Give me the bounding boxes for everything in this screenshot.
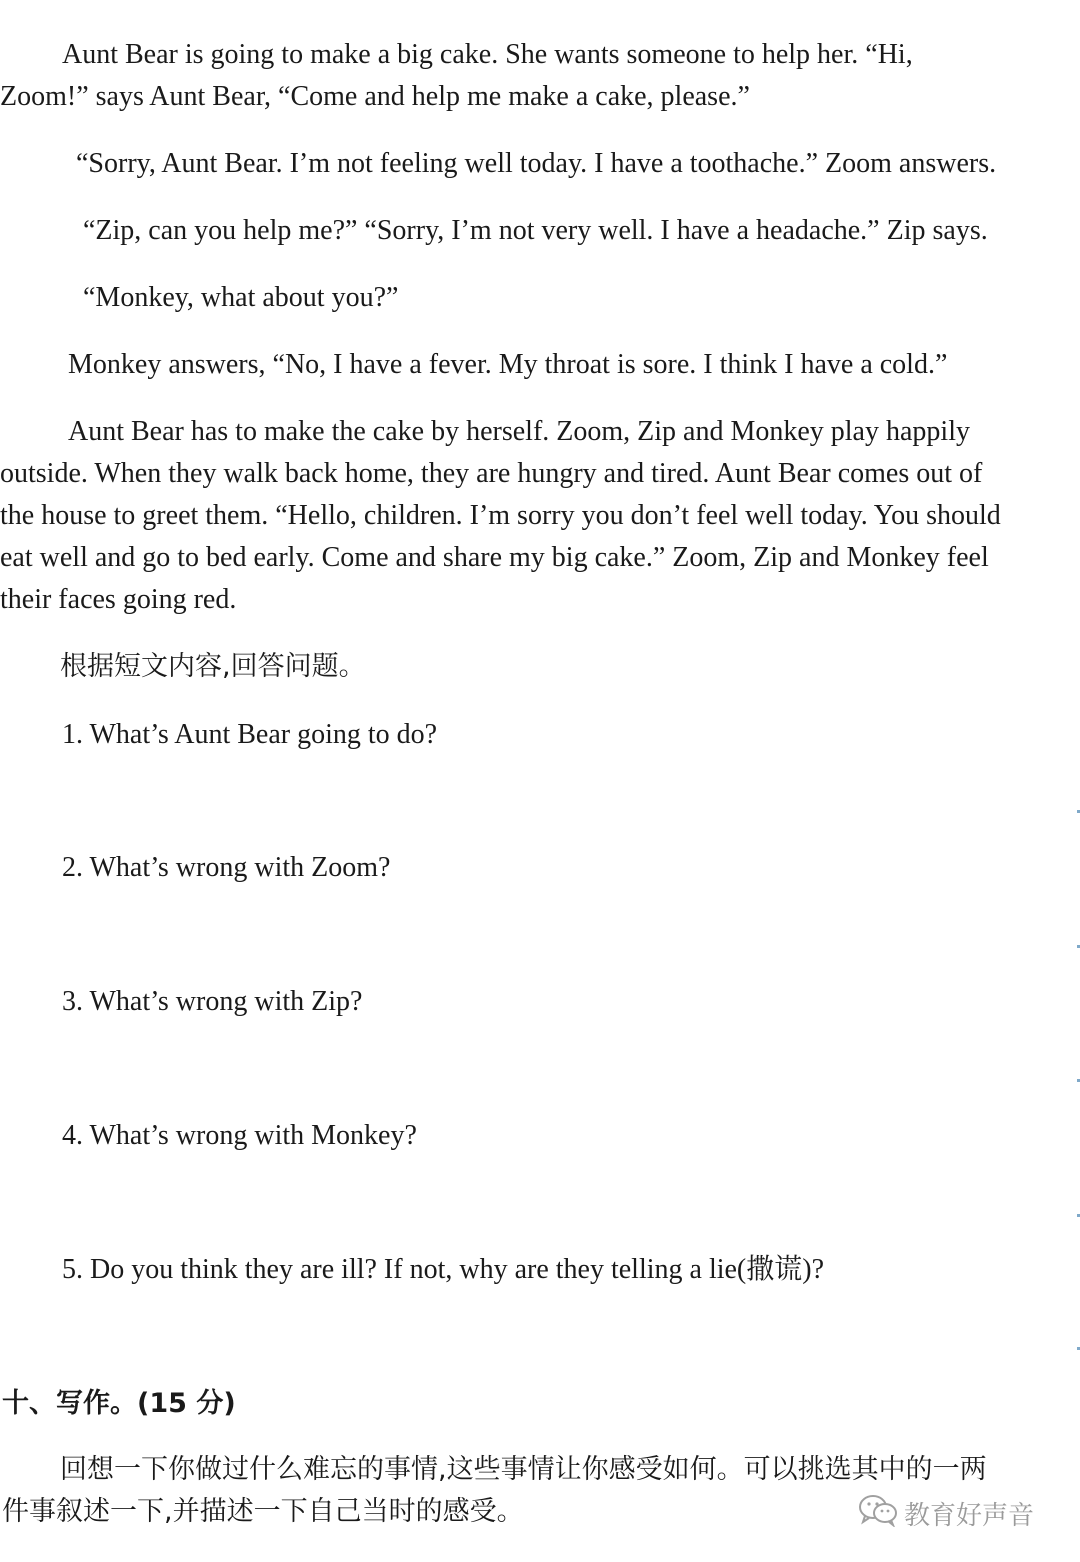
wechat-icon [858, 1493, 898, 1534]
question-3: 3. What’s wrong with Zip? [62, 986, 363, 1017]
writing-prompt-line-1: 回想一下你做过什么难忘的事情,这些事情让你感受如何。可以挑选其中的一两 [60, 1454, 987, 1485]
writing-section-heading: 十、写作。(15 分) [2, 1388, 236, 1419]
story-paragraph-6-line-5: their faces going red. [0, 584, 237, 615]
question-1: 1. What’s Aunt Bear going to do? [62, 719, 438, 750]
story-paragraph-6-line-1: Aunt Bear has to make the cake by herself. Zoom, Zip and Monkey play happily [68, 416, 970, 447]
story-paragraph-5: Monkey answers, “No, I have a fever. My throat is sore. I think I have a cold.” [68, 349, 948, 380]
story-paragraph-6-line-3: the house to greet them. “Hello, children. I’m sorry you don’t feel well today. You should [0, 500, 1001, 531]
story-paragraph-6-line-2: outside. When they walk back home, they are hungry and tired. Aunt Bear comes out of [0, 458, 983, 489]
story-paragraph-2: “Sorry, Aunt Bear. I’m not feeling well today. I have a toothache.” Zoom answers. [76, 148, 997, 179]
story-paragraph-3: “Zip, can you help me?” “Sorry, I’m not very well. I have a headache.” Zip says. [83, 215, 988, 246]
watermark [858, 1493, 1034, 1534]
story-paragraph-6-line-4: eat well and go to bed early. Come and share my big cake.” Zoom, Zip and Monkey feel [0, 542, 989, 573]
writing-prompt-line-2: 件事叙述一下,并描述一下自己当时的感受。 [2, 1496, 524, 1527]
question-2: 2. What’s wrong with Zoom? [62, 852, 391, 883]
instruction-text: 根据短文内容,回答问题。 [60, 651, 366, 682]
story-paragraph-4: “Monkey, what about you?” [83, 282, 399, 313]
story-paragraph-1-line-2: Zoom!” says Aunt Bear, “Come and help me make a cake, please.” [0, 81, 750, 112]
story-paragraph-1-line-1: Aunt Bear is going to make a big cake. She wants someone to help her. “Hi, [62, 39, 913, 70]
question-5: 5. Do you think they are ill? If not, why are they telling a lie(撒谎)? [62, 1254, 825, 1285]
watermark-text: 教育好声音 [904, 1501, 1035, 1531]
question-4: 4. What’s wrong with Monkey? [62, 1120, 417, 1151]
